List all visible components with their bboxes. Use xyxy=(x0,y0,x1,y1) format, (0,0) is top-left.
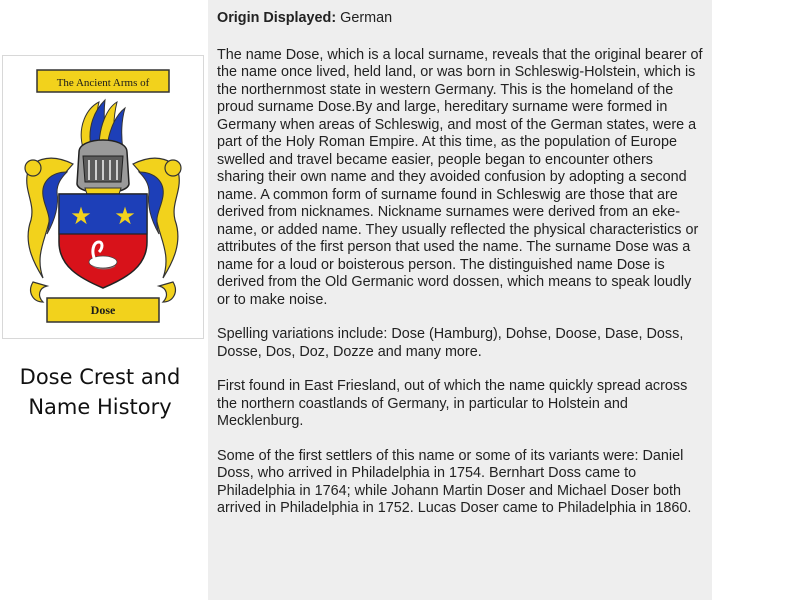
coat-of-arms-illustration xyxy=(3,56,203,338)
origin-value: German xyxy=(340,10,393,26)
settlers-paragraph: Some of the first settlers of this name or some of its variants were: Daniel Doss, who arrived in Philadelphia in 1754. Bernhart Doss came to Philadelphia in 1764; while Johann Martin Doser and Michael Doser both arrived in Philadelphia in 1752. Lucas Doser came to Philadelphia in 1860. xyxy=(217,447,692,516)
helmet-icon xyxy=(77,140,129,200)
bottom-banner-text: Dose xyxy=(90,303,116,317)
origin-label: Origin Displayed: xyxy=(217,10,337,26)
caption-line-1: Dose Crest and xyxy=(19,365,181,389)
spelling-variations-paragraph: Spelling variations include: Dose (Hamburg), Dohse, Doose, Dase, Doss, Dosse, Dos, Doz, Dozze and many more. xyxy=(217,326,684,360)
origin-line xyxy=(217,10,704,28)
caption-line-2: Name History xyxy=(28,395,172,419)
slide-caption xyxy=(0,362,200,422)
name-history-panel xyxy=(208,0,712,600)
star-icon: ★ xyxy=(114,202,136,230)
coat-of-arms-image xyxy=(2,55,204,339)
top-banner-text: The Ancient Arms of xyxy=(56,77,150,89)
history-paragraph: The name Dose, which is a local surname, reveals that the original bearer of the name once lived, held land, or was born in Schleswig-Holstein, which is the northernmost state in western Germany. This is the homeland of the proud surname Dose.By and large, hereditary surname were formed in Germany when areas of Schleswig, and most of the German states, were a part of the Holy Roman Empire. At this time, as the population of Europe swelled and travel became easier, people began to encounter others sharing their own name and they avoided confusion by adopting a second name. A common form of surname found in Schleswig are those that are derived from nicknames. Nickname surnames were derived from an eke-name, or added name. They usually reflected the physical characteristics or attributes of the first person that used the name. The surname Dose was a name for a loud or boisterous person. The distinguished name Dose is derived from the Old Germanic word dossen, which means to speak loudly or to make noise. xyxy=(217,46,703,308)
star-icon: ★ xyxy=(70,202,92,230)
first-found-paragraph: First found in East Friesland, out of which the name quickly spread across the northern coastlands of Germany, in particular to Holstein and Mecklenburg. xyxy=(217,378,688,429)
shield-icon xyxy=(59,194,147,288)
